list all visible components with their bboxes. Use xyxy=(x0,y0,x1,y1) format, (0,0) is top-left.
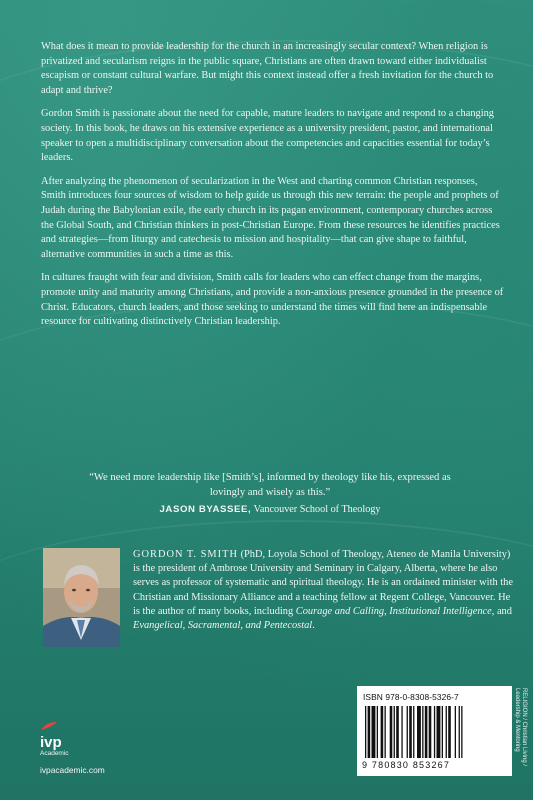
bisac-category: RELIGION / Christian Living / Leadership & Mentoring xyxy=(514,688,527,767)
ivp-leaf-icon xyxy=(40,721,58,731)
description-paragraph: What does it mean to provide leadership for the church in an increasingly secular context? When religion is privatized and secularism reigns in the public square, Christians are often drawn toward either individualist escapism or constant cultural warfare. But might this context instead offer a fresh invitation for the church to adapt and thrive? xyxy=(41,41,494,96)
author-name: GORDON T. SMITH xyxy=(133,549,238,560)
barcode-icon xyxy=(365,706,505,758)
publisher-logo-text: ivp xyxy=(40,734,62,751)
description-paragraph: In cultures fraught with fear and division, Smith calls for leaders who can effect change from the margins, promote unity and maturity among Christians, and provide a non-anxious presence grounded in the presence of Christ. Educators, church leaders, and those seeking to understand the times will find here an indispensable resource for cultivating distinctively Christian leadership. xyxy=(41,272,504,328)
endorser-affiliation: Vancouver School of Theology xyxy=(253,504,381,515)
bio-separator: , and xyxy=(491,605,512,617)
barcode-digits: 9 780830 853267 xyxy=(362,760,451,770)
book-title: Institutional Intelligence xyxy=(389,605,492,617)
isbn-barcode-box xyxy=(357,686,512,776)
bio-end: . xyxy=(312,620,315,632)
book-title: Evangelical, Sacramental, and Pentecostal xyxy=(133,620,313,632)
endorsement-quote: “We need more leadership like [Smith’s], informed by theology like his, expressed as lovingly and wisely as this.” xyxy=(89,472,451,498)
description-paragraph: Gordon Smith is passionate about the need for capable, mature leaders to navigate and respond to a changing society. In this book, he draws on his extensive experience as a university president, pastor, and international speaker to open a multidisciplinary conversation about the competencies and capacities essential for today’s leaders. xyxy=(41,108,495,164)
publisher-imprint: Academic xyxy=(40,750,69,757)
book-description xyxy=(41,40,504,339)
bio-separator: , xyxy=(384,605,390,617)
endorsement xyxy=(80,470,460,515)
book-title: Courage and Calling xyxy=(295,605,385,617)
publisher-website: ivpacademic.com xyxy=(40,765,105,775)
bio-text: (PhD, Loyola School of Theology, Ateneo de Manila University) is the president of Ambrose University and Seminary in Calgary, Alberta, where he also serves as professor of systematic and spiritual theology. He is an ordained minister with the Christian and Missionary Alliance and a teaching fellow at Regent College, Vancouver. He is the author of many books, including xyxy=(133,549,513,617)
isbn-label: ISBN 978-0-8308-5326-7 xyxy=(363,692,459,702)
publisher-logo xyxy=(40,718,100,758)
endorser-name: JASON BYASSEE, xyxy=(159,504,252,515)
endorsement-attribution xyxy=(80,504,460,515)
author-bio xyxy=(133,548,513,633)
description-paragraph: After analyzing the phenomenon of secularization in the West and charting common Christian responses, Smith introduces four sources of wisdom to help guide us through this new terrain: the people and prophets of Judah during the Babylonian exile, the early church in its pagan environment, contemporary churches across the Global South, and Christian thinkers in post-Christian Europe. From these resources he identifies practices and strategies—from liturgy and catechesis to mission and hospitality—that can give shape to faithful, alternative communities in such a time as this. xyxy=(41,175,500,260)
author-photo xyxy=(43,548,120,647)
